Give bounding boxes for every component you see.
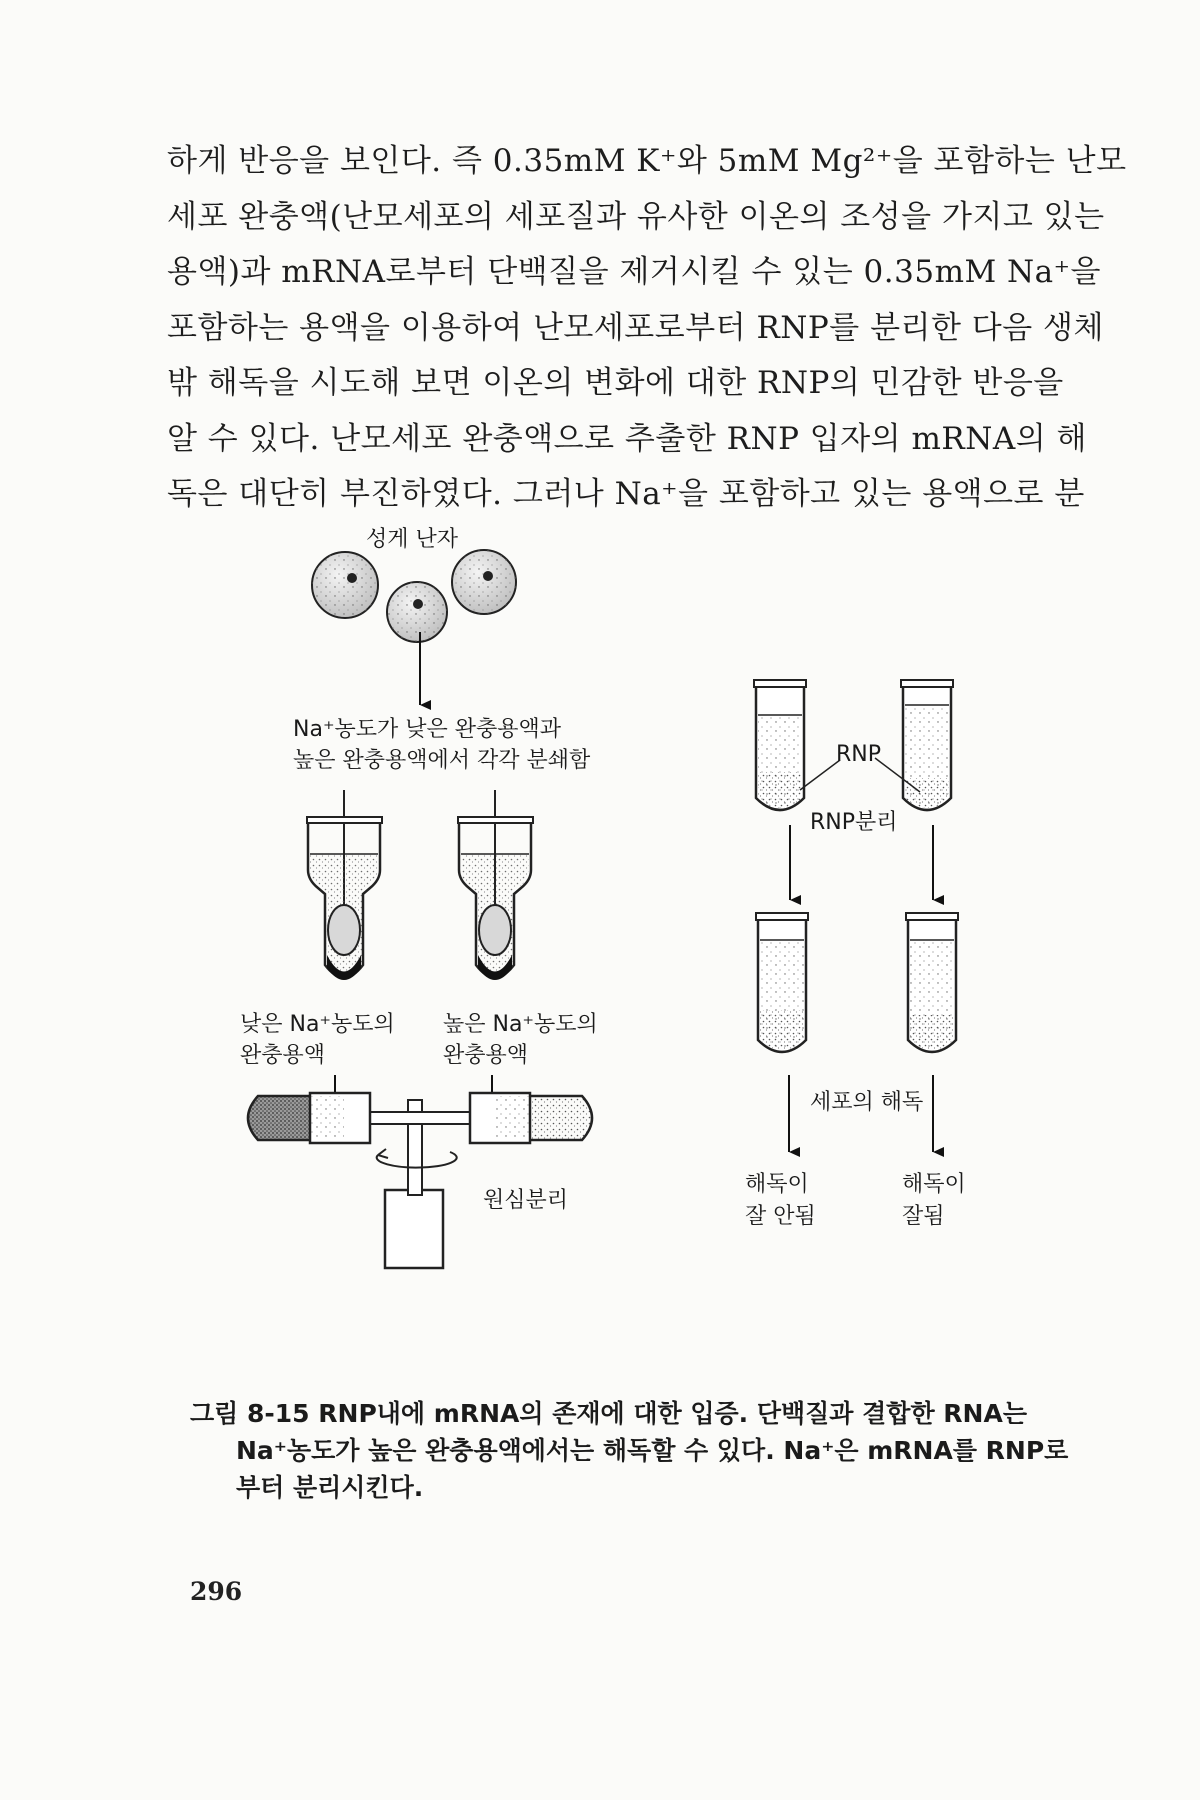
translation-tube-left <box>756 913 808 1052</box>
page-number: 296 <box>190 1577 243 1606</box>
figure-caption <box>190 1395 1069 1506</box>
homogenize-label-line2: 높은 완충용액에서 각각 분쇄함 <box>293 748 591 773</box>
low-buffer-label-line1: 낮은 Na⁺농도의 <box>240 1012 395 1037</box>
homogenizer-high-na <box>458 790 533 980</box>
caption-line3: 부터 분리시킨다. <box>236 1473 424 1502</box>
rnp-test-tube-right <box>901 680 953 810</box>
translation-tube-right <box>906 913 958 1052</box>
rnp-separation-label: RNP분리 <box>810 810 898 835</box>
sea-urchin-eggs <box>312 550 516 642</box>
figure-8-15 <box>0 527 1200 1360</box>
body-line: 포함하는 용액을 이용하여 난모세포로부터 RNP를 분리한 다음 생체 <box>167 309 1104 346</box>
caption-line1: 그림 8-15 RNP내에 mRNA의 존재에 대한 입증. 단백질과 결합한 RNA는 <box>190 1399 1027 1428</box>
result-good-line1: 해독이 <box>902 1172 966 1197</box>
homogenize-label-line1: Na⁺농도가 낮은 완충용액과 <box>293 717 562 742</box>
body-line: 알 수 있다. 난모세포 완충액으로 추출한 RNP 입자의 mRNA의 해 <box>167 420 1087 457</box>
body-line: 독은 대단히 부진하였다. 그러나 Na⁺을 포함하고 있는 용액으로 분 <box>167 476 1085 512</box>
rnp-pointer-left <box>800 760 840 790</box>
low-buffer-label-line2: 완충용액 <box>240 1043 326 1068</box>
body-line: 밖 해독을 시도해 보면 이온의 변화에 대한 RNP의 민감한 반응을 <box>167 365 1064 401</box>
figure-diagram <box>0 540 1200 1360</box>
result-poor-line1: 해독이 <box>745 1172 809 1197</box>
rnp-label: RNP <box>836 742 882 767</box>
body-line: 용액)과 mRNA로부터 단백질을 제거시킬 수 있는 0.35mM Na⁺을 <box>167 254 1101 290</box>
eggs-label: 성게 난자 <box>366 527 459 552</box>
body-line: 하게 반응을 보인다. 즉 0.35mM K⁺와 5mM Mg²⁺을 포함하는 난모 <box>167 143 1127 179</box>
high-buffer-label-line2: 완충용액 <box>443 1043 529 1068</box>
body-paragraph <box>167 134 1127 523</box>
body-line: 세포 완충액(난모세포의 세포질과 유사한 이온의 조성을 가지고 있는 <box>167 198 1105 235</box>
centrifuge-label: 원심분리 <box>483 1188 569 1213</box>
result-poor-line2: 잘 안됨 <box>745 1204 816 1229</box>
rnp-test-tube-left <box>754 680 806 810</box>
centrifuge <box>248 1093 592 1268</box>
caption-line2: Na⁺농도가 높은 완충용액에서는 해독할 수 있다. Na⁺은 mRNA를 RNP로 <box>236 1436 1069 1465</box>
cell-translation-label: 세포의 해독 <box>810 1090 924 1115</box>
result-good-line2: 잘됨 <box>902 1204 945 1229</box>
homogenizer-low-na <box>307 790 382 980</box>
high-buffer-label-line1: 높은 Na⁺농도의 <box>443 1012 598 1037</box>
